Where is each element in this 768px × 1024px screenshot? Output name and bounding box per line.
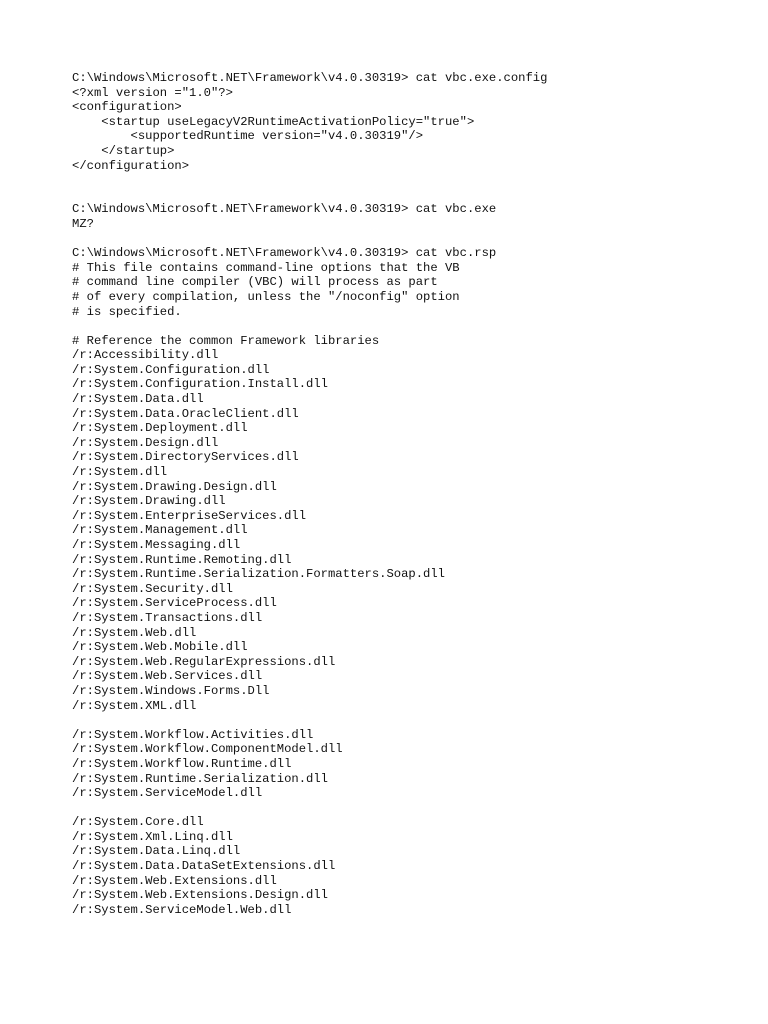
- text-line: /r:System.Web.RegularExpressions.dll: [72, 654, 336, 669]
- text-line: /r:System.XML.dll: [72, 698, 197, 713]
- text-line: # Reference the common Framework libraries: [72, 333, 380, 348]
- text-line: /r:System.Data.Linq.dll: [72, 844, 241, 859]
- text-line: /r:System.Transactions.dll: [72, 610, 263, 625]
- text-line: </startup>: [72, 143, 175, 158]
- text-line: /r:System.dll: [72, 465, 168, 480]
- text-line: C:\Windows\Microsoft.NET\Framework\v4.0.30319> cat vbc.rsp: [72, 246, 497, 261]
- text-line: /r:System.Design.dll: [72, 435, 219, 450]
- text-line: [72, 232, 752, 247]
- text-line: </configuration>: [72, 158, 190, 173]
- text-line: C:\Windows\Microsoft.NET\Framework\v4.0.30319> cat vbc.exe: [72, 202, 497, 217]
- text-line: <configuration>: [72, 100, 182, 115]
- text-line: # is specified.: [72, 304, 182, 319]
- text-line: /r:System.Runtime.Serialization.Formatters.Soap.dll: [72, 567, 445, 582]
- text-line: /r:System.Web.Services.dll: [72, 669, 263, 684]
- text-line: /r:Accessibility.dll: [72, 348, 219, 363]
- text-line: /r:System.Core.dll: [72, 815, 204, 830]
- text-line: /r:System.Security.dll: [72, 581, 233, 596]
- text-line: /r:System.Drawing.dll: [72, 494, 226, 509]
- text-line: /r:System.Web.Extensions.Design.dll: [72, 888, 328, 903]
- text-line: [72, 801, 752, 816]
- text-line: /r:System.Configuration.dll: [72, 362, 270, 377]
- text-line: /r:System.Web.Extensions.dll: [72, 873, 277, 888]
- text-line: /r:System.Management.dll: [72, 523, 248, 538]
- text-line: C:\Windows\Microsoft.NET\Framework\v4.0.30319> cat vbc.exe.config: [72, 71, 548, 85]
- text-line: # This file contains command-line options that the VB: [72, 260, 460, 275]
- text-line: /r:System.Drawing.Design.dll: [72, 479, 277, 494]
- text-line: /r:System.Runtime.Remoting.dll: [72, 552, 292, 567]
- text-line: [72, 173, 752, 188]
- text-line: /r:System.DirectoryServices.dll: [72, 450, 299, 465]
- text-line: /r:System.Web.dll: [72, 625, 197, 640]
- text-line: MZ?: [72, 216, 94, 231]
- text-line: /r:System.Workflow.Activities.dll: [72, 727, 314, 742]
- text-line: /r:System.Data.OracleClient.dll: [72, 406, 299, 421]
- text-line: /r:System.Workflow.Runtime.dll: [72, 756, 292, 771]
- text-line: /r:System.ServiceModel.dll: [72, 786, 263, 801]
- document-page: [72, 71, 752, 917]
- text-line: # command line compiler (VBC) will process as part: [72, 275, 438, 290]
- text-line: /r:System.Data.DataSetExtensions.dll: [72, 859, 336, 874]
- text-line: /r:System.Configuration.Install.dll: [72, 377, 328, 392]
- text-line: /r:System.ServiceModel.Web.dll: [72, 902, 292, 917]
- text-line: /r:System.Xml.Linq.dll: [72, 829, 233, 844]
- text-line: /r:System.Windows.Forms.Dll: [72, 683, 270, 698]
- text-line: /r:System.Web.Mobile.dll: [72, 640, 248, 655]
- text-line: /r:System.Data.dll: [72, 392, 204, 407]
- text-line: <startup useLegacyV2RuntimeActivationPolicy="true">: [72, 114, 475, 129]
- text-line: /r:System.ServiceProcess.dll: [72, 596, 277, 611]
- terminal-listing: [72, 71, 752, 917]
- text-line: /r:System.Runtime.Serialization.dll: [72, 771, 328, 786]
- text-line: /r:System.Deployment.dll: [72, 421, 248, 436]
- text-line: # of every compilation, unless the "/noconfig" option: [72, 289, 460, 304]
- text-line: [72, 188, 752, 203]
- text-line: <?xml version ="1.0"?>: [72, 85, 233, 100]
- text-line: <supportedRuntime version="v4.0.30319"/>: [72, 129, 424, 144]
- text-line: /r:System.Messaging.dll: [72, 538, 241, 552]
- text-line: [72, 319, 752, 334]
- text-line: [72, 713, 752, 728]
- text-line: /r:System.EnterpriseServices.dll: [72, 508, 307, 523]
- text-line: /r:System.Workflow.ComponentModel.dll: [72, 742, 343, 757]
